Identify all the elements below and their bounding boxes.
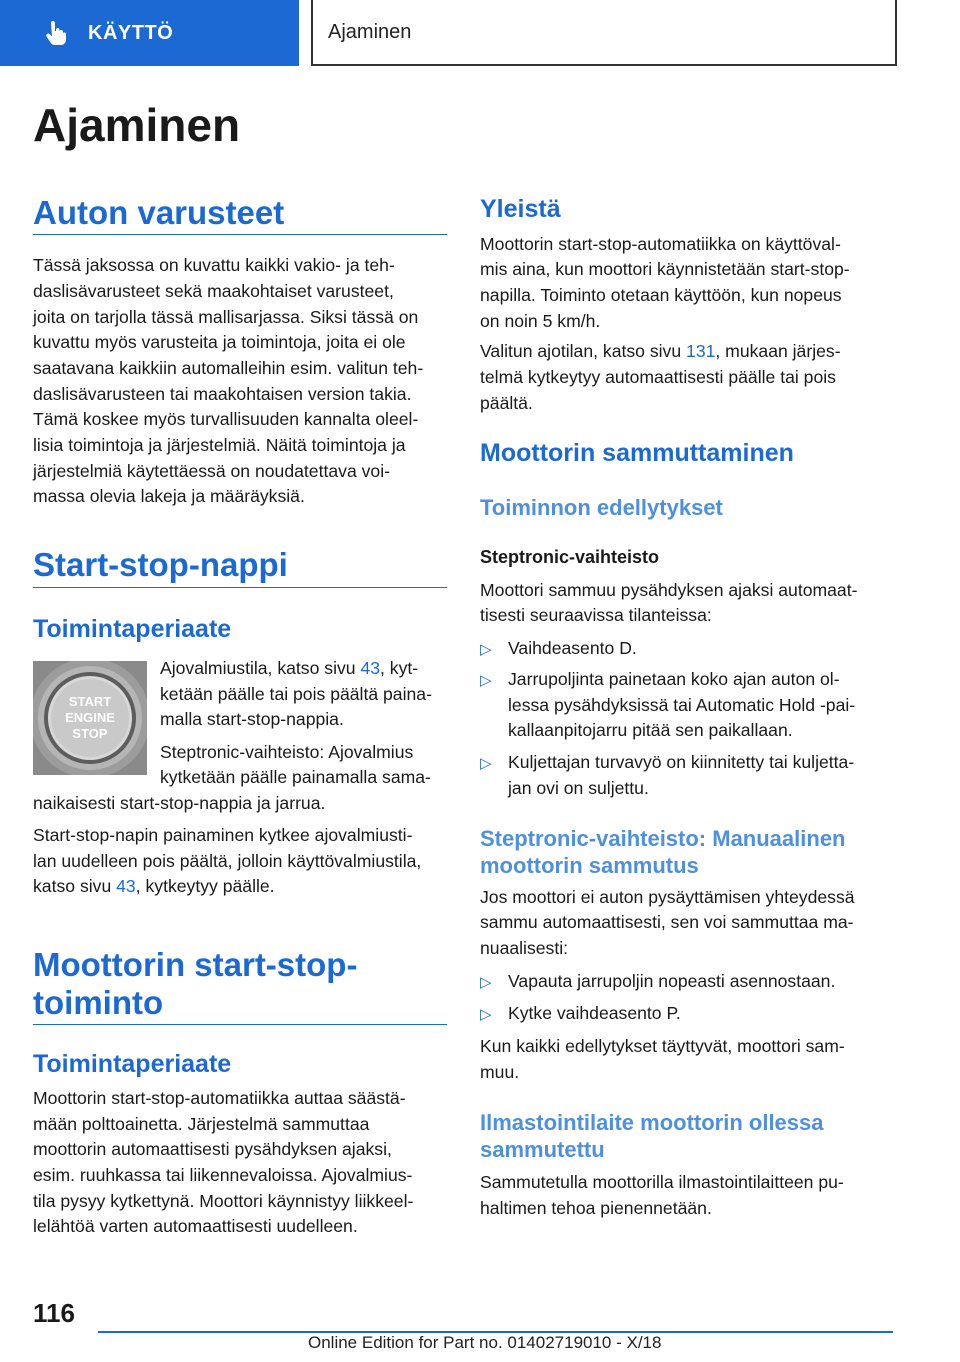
heading-moottorin-start-stop-l2: toiminto xyxy=(33,984,164,1021)
top-bar xyxy=(0,0,960,66)
text-line: mis aina, kun moottori käynnistetään start-stop- xyxy=(480,259,850,279)
page-link-131[interactable]: 131 xyxy=(686,341,716,361)
subheading-steptronic: Steptronic-vaihteisto xyxy=(480,547,660,567)
triangle-bullet-icon: ▷ xyxy=(480,1006,492,1023)
text-line: sammu automaattisesti, sen voi sammuttaa ma- xyxy=(480,912,854,932)
text-fragment: , kytkeytyy päälle. xyxy=(135,876,275,896)
text-line: kytketään päälle painamalla sama- xyxy=(160,767,431,787)
list-item-text: Kuljettajan turvavyö on kiinnitetty tai kuljetta- xyxy=(508,752,855,772)
button-text-engine: ENGINE xyxy=(65,710,115,725)
heading-manuaalinen-l1: Steptronic-vaihteisto: Manuaalinen xyxy=(480,826,846,851)
triangle-bullet-icon: ▷ xyxy=(480,755,492,772)
section-tab-label: KÄYTTÖ xyxy=(88,21,174,44)
text-line: Jos moottori ei auton pysäyttämisen yhteydessä xyxy=(480,887,855,907)
text-line: päältä. xyxy=(480,393,533,413)
text-line: daslisävarusteet sekä maakohtaiset varusteet, xyxy=(33,281,394,301)
text-line: lan uudelleen pois päältä, jolloin käyttövalmiustila, xyxy=(33,851,422,871)
text-line: on noin 5 km/h. xyxy=(480,311,601,331)
text-line: Moottorin start-stop-automatiikka on käyttöval- xyxy=(480,234,841,254)
hand-pointer-icon xyxy=(42,20,68,46)
heading-manuaalinen-l2: moottorin sammutus xyxy=(480,853,699,878)
heading-auton-varusteet: Auton varusteet xyxy=(33,194,285,231)
text-line: lelähtöä varten automaattisesti uudelleen. xyxy=(33,1216,358,1236)
heading-rule xyxy=(33,234,447,235)
text-line: daslisävarusteen tai maakohtaisen version takia. xyxy=(33,384,412,404)
text-line: nuaalisesti: xyxy=(480,938,569,958)
button-text-stop: STOP xyxy=(72,726,108,741)
text-line: malla start-stop-nappia. xyxy=(160,709,344,729)
text-line: lisia toimintoja ja järjestelmiä. Näitä toimintoja ja xyxy=(33,435,406,455)
text-line: Kun kaikki edellytykset täyttyvät, moottori sam- xyxy=(480,1036,845,1056)
text-line: moottorin automaattisesti pysähdyksen ajaksi, xyxy=(33,1139,392,1159)
subheading-toimintaperiaate-2: Toimintaperiaate xyxy=(33,1050,232,1078)
heading-rule xyxy=(33,1024,447,1025)
list-item-text: Vaihdeasento D. xyxy=(508,638,637,658)
text-line: massa olevia lakeja ja määräyksiä. xyxy=(33,486,305,506)
heading-ilmastointi-l1: Ilmastointilaite moottorin ollessa xyxy=(480,1110,824,1135)
heading-moottorin-start-stop-l1: Moottorin start-stop- xyxy=(33,946,358,983)
page-link-43[interactable]: 43 xyxy=(116,876,136,896)
text-line: ketään päälle tai pois päältä paina- xyxy=(160,684,432,704)
heading-moottorin-sammuttaminen: Moottorin sammuttaminen xyxy=(480,439,794,467)
list-item-text: jan ovi on suljettu. xyxy=(508,778,649,798)
text-line: mään polttoainetta. Järjestelmä sammuttaa xyxy=(33,1114,370,1134)
start-engine-stop-button-icon xyxy=(33,661,147,775)
text-line: Moottorin start-stop-automatiikka auttaa säästä- xyxy=(33,1088,406,1108)
text-line: Moottori sammuu pysähdyksen ajaksi automaat- xyxy=(480,580,858,600)
text-line: joita on tarjolla tässä mallisarjassa. Siksi tässä on xyxy=(33,307,419,327)
heading-rule xyxy=(33,587,447,588)
text-line: telmä kytkeytyy automaattisesti päälle tai pois xyxy=(480,367,836,387)
text-line: haltimen tehoa pienennetään. xyxy=(480,1198,712,1218)
text-line: napilla. Toiminto otetaan käyttöön, kun nopeus xyxy=(480,285,842,305)
heading-start-stop-nappi: Start-stop-nappi xyxy=(33,546,288,583)
text-fragment: , mukaan järjes- xyxy=(715,341,841,361)
text-line: Tässä jaksossa on kuvattu kaikki vakio- ja teh- xyxy=(33,255,395,275)
text-line: Steptronic-vaihteisto: Ajovalmius xyxy=(160,742,414,762)
start-stop-button-image xyxy=(33,661,147,775)
text-line xyxy=(33,874,275,900)
text-line: naikaisesti start-stop-nappia ja jarrua. xyxy=(33,793,326,813)
text-line: Sammutetulla moottorilla ilmastointilaitteen pu- xyxy=(480,1172,844,1192)
current-tab-label: Ajaminen xyxy=(328,20,412,43)
text-fragment: , kyt- xyxy=(380,658,419,678)
section-tab-kaytto[interactable] xyxy=(0,0,299,66)
text-line xyxy=(160,656,418,682)
text-line: Tämä koskee myös turvallisuuden kannalta oleel- xyxy=(33,409,419,429)
text-fragment: Ajovalmiustila, katso sivu xyxy=(160,658,361,678)
text-line: kuvattu myös varusteita ja toimintoja, joita ei ole xyxy=(33,332,406,352)
text-line: esim. ruuhkassa tai liikennevaloissa. Ajovalmius- xyxy=(33,1165,413,1185)
text-line: järjestelmiä käytettäessä on noudatettava voi- xyxy=(33,461,390,481)
list-item-text: Kytke vaihdeasento P. xyxy=(508,1003,681,1023)
text-line: Start-stop-napin painaminen kytkee ajovalmiusti- xyxy=(33,825,413,845)
text-line: muu. xyxy=(480,1062,520,1082)
triangle-bullet-icon: ▷ xyxy=(480,672,492,689)
text-line xyxy=(480,339,841,365)
page-link-43[interactable]: 43 xyxy=(360,658,381,678)
subheading-toimintaperiaate: Toimintaperiaate xyxy=(33,615,232,643)
list-item-text: kallaanpitojarru pitää sen paikallaan. xyxy=(508,720,793,740)
text-line: saatavana kaikkiin automalleihin esim. valitun teh- xyxy=(33,358,424,378)
text-fragment: katso sivu xyxy=(33,876,117,896)
triangle-bullet-icon: ▷ xyxy=(480,641,492,658)
text-line: tisesti seuraavissa tilanteissa: xyxy=(480,605,712,625)
subheading-toiminnon-edellytykset: Toiminnon edellytykset xyxy=(480,495,723,520)
page-number: 116 xyxy=(33,1298,75,1328)
heading-ilmastointi-l2: sammutettu xyxy=(480,1137,605,1162)
current-tab-ajaminen[interactable] xyxy=(311,0,897,66)
list-item-text: Jarrupoljinta painetaan koko ajan auton ol- xyxy=(508,669,840,689)
text-line: tila pysyy kytkettynä. Moottori käynnistyy liikkeel- xyxy=(33,1191,414,1211)
text-fragment: Valitun ajotilan, katso sivu xyxy=(480,341,687,361)
heading-yleista: Yleistä xyxy=(480,195,561,223)
list-item-text: Vapauta jarrupoljin nopeasti asennostaan. xyxy=(508,971,836,991)
footer-edition-text: Online Edition for Part no. 01402719010 - X/18 xyxy=(308,1333,662,1352)
triangle-bullet-icon: ▷ xyxy=(480,974,492,991)
button-text-start: START xyxy=(68,694,112,709)
list-item-text: lessa pysähdyksissä tai Automatic Hold -pai- xyxy=(508,695,856,715)
page-title: Ajaminen xyxy=(33,99,241,151)
